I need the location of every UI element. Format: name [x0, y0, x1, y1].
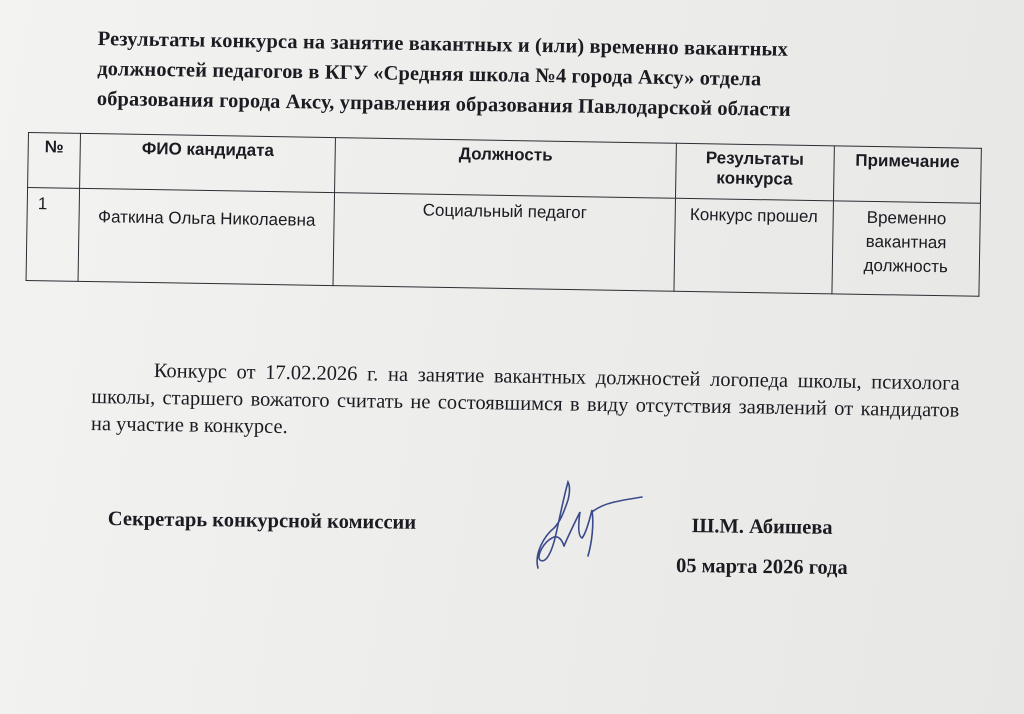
cell-name: Фаткина Ольга Николаевна — [78, 188, 335, 285]
cell-note: Временно вакантная должность — [832, 201, 981, 296]
table-row — [26, 188, 980, 297]
signatory-name: Ш.М. Абишева — [691, 515, 833, 539]
title-line-3: образования города Аксу, управления образования Павлодарской области — [96, 87, 791, 121]
signature-date: 05 марта 2026 года — [675, 554, 848, 580]
cell-num: 1 — [26, 188, 79, 282]
title-line-1: Результаты конкурса на занятие вакантных и (или) временно вакантных — [97, 27, 789, 61]
cell-position: Социальный педагог — [333, 193, 675, 292]
body-paragraph: Конкурс от 17.02.2026 г. на занятие вакантных должностей логопеда школы, психолога школы, старшего вожатого считать не состоявшимся в виду отсутствия заявлений от кандидатов на участие в конкурсе. — [90, 359, 960, 438]
title-line-2: должностей педагогов в КГУ «Средняя школа №4 города Аксу» отдела — [97, 57, 762, 91]
results-table — [26, 132, 982, 297]
cell-result: Конкурс прошел — [674, 198, 833, 294]
header-num: № — [28, 133, 81, 189]
header-note: Примечание — [833, 146, 981, 203]
header-position: Должность — [335, 138, 676, 199]
handwritten-signature — [520, 472, 650, 582]
header-result: Результаты конкурса — [675, 143, 834, 201]
header-name: ФИО кандидата — [80, 133, 336, 192]
document-title — [97, 24, 928, 127]
signature-block — [108, 508, 888, 558]
signatory-role: Секретарь конкурсной комиссии — [107, 508, 417, 534]
